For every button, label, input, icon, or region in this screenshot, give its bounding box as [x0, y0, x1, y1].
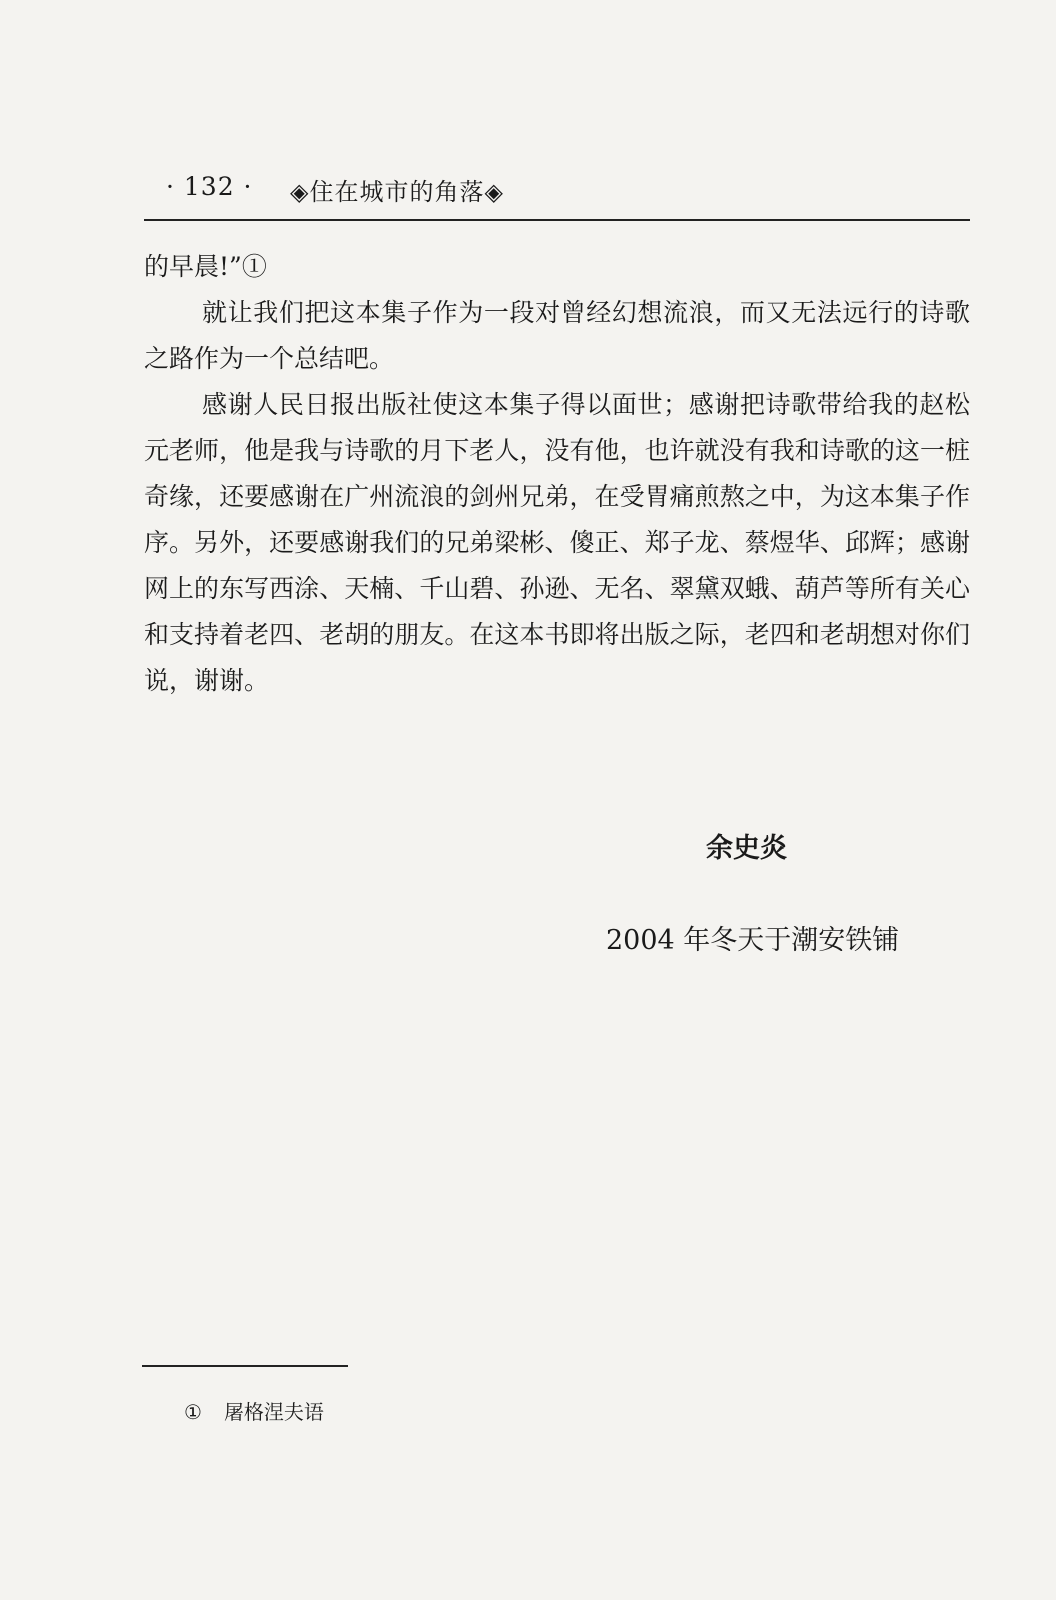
page-number: · 132 ·: [166, 172, 253, 201]
paragraph: 就让我们把这本集子作为一段对曾经幻想流浪，而又无法远行的诗歌之路作为一个总结吧。: [144, 298, 970, 373]
author-signature: 余史炎: [706, 833, 787, 864]
footnote-marker: ①: [184, 1400, 202, 1424]
body-text: [144, 244, 970, 704]
paragraph: 的早晨!”①: [144, 252, 267, 281]
running-title: ◈住在城市的角落◈: [290, 178, 504, 206]
date-place: 2004 年冬天于潮安铁铺: [606, 925, 900, 956]
paragraph: 感谢人民日报出版社使这本集子得以面世；感谢把诗歌带给我的赵松元老师，他是我与诗歌的月下老人，没有他，也许就没有我和诗歌的这一桩奇缘，还要感谢在广州流浪的剑州兄弟，在受胃痛煎熬之中，为这本集子作序。另外，还要感谢我们的兄弟梁彬、傻正、郑子龙、蔡煜华、邱辉；感谢网上的东写西涂、天楠、千山碧、孙逊、无名、翠黛双蛾、葫芦等所有关心和支持着老四、老胡的朋友。在这本书即将出版之际，老四和老胡想对你们说，谢谢。: [144, 390, 970, 695]
footnote: [184, 1396, 324, 1425]
footnote-rule: [142, 1365, 348, 1367]
header-rule: [144, 219, 970, 221]
footnote-text: 屠格涅夫语: [223, 1400, 324, 1424]
